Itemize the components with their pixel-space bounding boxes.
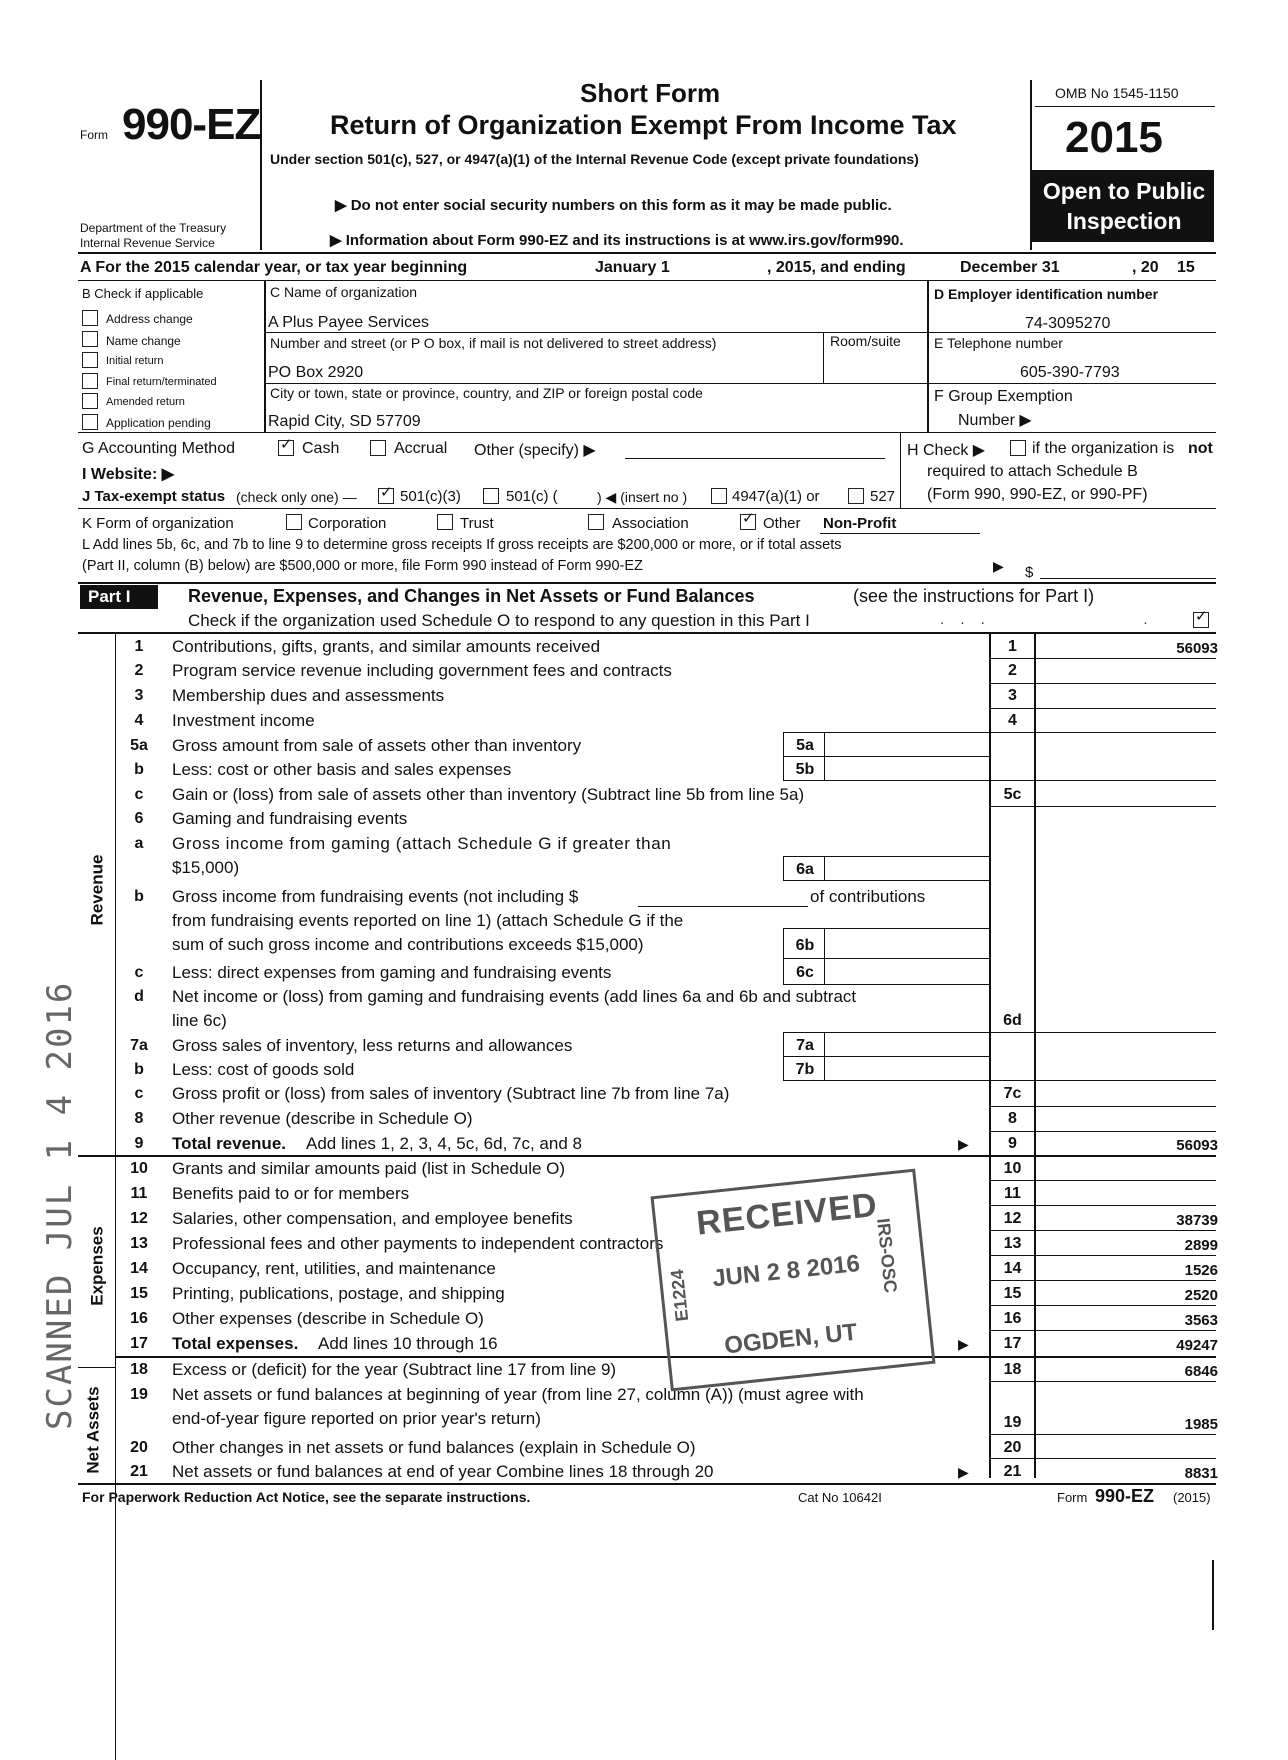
line-9-desc-rest: Add lines 1, 2, 3, 4, 5c, 6d, 7c, and 8: [306, 1134, 582, 1153]
accrual-checkbox[interactable]: [370, 440, 386, 456]
line-19-desc2: end-of-year figure reported on prior year's return): [172, 1409, 541, 1428]
corporation-checkbox[interactable]: [286, 514, 302, 530]
expenses-side-label: Expenses: [87, 1226, 107, 1306]
line-14-no: 14: [130, 1260, 148, 1277]
line-19-amount[interactable]: 1985: [1184, 1416, 1218, 1433]
line-15-amount[interactable]: 2520: [1184, 1287, 1218, 1304]
line-18-desc: Excess or (deficit) for the year (Subtract line 17 from line 9): [172, 1360, 617, 1379]
status-501c3-label: 501(c)(3): [400, 488, 461, 505]
line-8-no: 8: [134, 1110, 144, 1127]
line-4-box: 4: [1008, 712, 1017, 729]
city-label: City or town, state or province, country, and ZIP or foreign postal code: [270, 385, 703, 401]
check-line-dots: . . . .: [940, 611, 1154, 628]
line-17-desc: Total expenses.: [172, 1334, 299, 1353]
received-stamp: [650, 1169, 935, 1392]
line-6b-desc: Gross income from fundraising events (not including $: [172, 887, 579, 906]
accrual-label: Accrual: [394, 440, 448, 457]
tax-exempt-label: J Tax-exempt status: [82, 488, 226, 505]
footer-form-word: Form: [1057, 1490, 1088, 1505]
line-6a-desc2: $15,000): [172, 858, 240, 877]
cash-label: Cash: [302, 440, 340, 457]
received-code: E1224: [666, 1268, 693, 1323]
org-name: A Plus Payee Services: [268, 314, 429, 331]
line-6b-of-contrib: of contributions: [810, 887, 926, 906]
line-14-box: 14: [1003, 1260, 1022, 1277]
revenue-side-label: Revenue: [87, 854, 107, 926]
line-14-amount[interactable]: 1526: [1184, 1262, 1218, 1279]
amended-return-checkbox[interactable]: [82, 393, 98, 409]
cat-number: Cat No 10642I: [798, 1490, 882, 1505]
line-10-desc: Grants and similar amounts paid (list in Schedule O): [172, 1159, 566, 1178]
line-21-amount[interactable]: 8831: [1184, 1465, 1218, 1482]
line-5c-no: c: [134, 786, 144, 803]
section-b-label: B Check if applicable: [82, 286, 204, 301]
line-5b-no: b: [134, 761, 144, 778]
status-4947-checkbox[interactable]: [711, 488, 727, 504]
trust-label: Trust: [460, 515, 494, 532]
line-6-no: 6: [134, 810, 144, 827]
schedule-b-text: if the organization is: [1032, 440, 1175, 457]
line-3-no: 3: [134, 687, 144, 704]
inspection-text: Inspection: [1066, 208, 1182, 234]
tax-exempt-sub: (check only one) —: [236, 489, 357, 505]
paperwork-notice: For Paperwork Reduction Act Notice, see the separate instructions.: [82, 1489, 531, 1505]
line-11-no: 11: [130, 1185, 148, 1202]
line-17-amount[interactable]: 49247: [1176, 1337, 1218, 1354]
other-method-field[interactable]: [625, 458, 885, 459]
line-12-desc: Salaries, other compensation, and employee benefits: [172, 1209, 573, 1228]
schedule-b-text3: (Form 990, 990-EZ, or 990-PF): [927, 486, 1148, 503]
line-6c-sub: 6c: [796, 964, 814, 981]
line-4-desc: Investment income: [172, 711, 315, 730]
line-12-no: 12: [130, 1210, 148, 1227]
line-15-desc: Printing, publications, postage, and shipping: [172, 1284, 505, 1303]
line-13-box: 13: [1003, 1235, 1022, 1252]
line-6d-desc2: line 6c): [172, 1011, 227, 1030]
association-label: Association: [612, 515, 689, 532]
schedule-b-check-label: H Check ▶: [907, 442, 986, 459]
department: Department of the Treasury: [80, 221, 227, 235]
line-19-box: 19: [1003, 1414, 1022, 1431]
line-7c-no: c: [134, 1085, 144, 1102]
line-6b-desc3: sum of such gross income and contributions exceeds $15,000): [172, 935, 644, 954]
tax-year-begin: January 1: [595, 259, 670, 276]
line-5b-desc: Less: cost or other basis and sales expenses: [172, 760, 512, 779]
name-change-label: Name change: [106, 334, 181, 348]
under-section: Under section 501(c), 527, or 4947(a)(1) of the Internal Revenue Code (except private foundations): [270, 151, 919, 167]
line-20-desc: Other changes in net assets or fund balances (explain in Schedule O): [172, 1438, 696, 1457]
line-7c-desc: Gross profit or (loss) from sales of inventory (Subtract line 7b from line 7a): [172, 1084, 730, 1103]
line-a-20: , 20: [1132, 259, 1159, 276]
room-suite-label: Room/suite: [830, 333, 901, 349]
line-6a-desc: Gross income from gaming (attach Schedule G if greater than: [172, 834, 672, 853]
street-label: Number and street (or P O box, if mail is not delivered to street address): [270, 335, 717, 351]
insert-no-label: ) ◀ (insert no ): [597, 489, 688, 505]
line-6d-box: 6d: [1003, 1012, 1022, 1029]
part1-title-note: (see the instructions for Part I): [853, 586, 1095, 606]
line-9-box: 9: [1008, 1135, 1017, 1152]
status-527-label: 527: [870, 488, 896, 505]
city-state-zip: Rapid City, SD 57709: [268, 413, 421, 430]
line-6a-no: a: [134, 835, 144, 852]
line-17-desc-rest: Add lines 10 through 16: [318, 1334, 498, 1353]
irs-service: Internal Revenue Service: [80, 236, 215, 250]
address-change-checkbox[interactable]: [82, 310, 98, 326]
line-19-desc: Net assets or fund balances at beginning of year (from line 27, column (A)) (must agree with: [172, 1385, 864, 1404]
line-13-no: 13: [130, 1235, 148, 1252]
other-method-label: Other (specify) ▶: [474, 442, 596, 459]
name-change-checkbox[interactable]: [82, 331, 98, 347]
line-2-box: 2: [1008, 662, 1017, 679]
status-527-checkbox[interactable]: [848, 488, 864, 504]
line-10-box: 10: [1003, 1160, 1022, 1177]
final-return-checkbox[interactable]: [82, 373, 98, 389]
line-14-desc: Occupancy, rent, utilities, and maintenance: [172, 1259, 496, 1278]
tax-year-end: December 31: [960, 259, 1060, 276]
line-13-desc: Professional fees and other payments to independent contractors: [172, 1234, 664, 1253]
group-exemption-label: F Group Exemption: [934, 388, 1073, 405]
line-5a-no: 5a: [130, 737, 148, 754]
line-6b-no: b: [134, 888, 144, 905]
line-5a-desc: Gross amount from sale of assets other than inventory: [172, 736, 582, 755]
line-12-amount[interactable]: 38739: [1176, 1212, 1218, 1229]
line-13-amount[interactable]: 2899: [1184, 1237, 1218, 1254]
line-21-box: 21: [1003, 1463, 1022, 1480]
association-checkbox[interactable]: [588, 514, 604, 530]
received-date: JUN 2 8 2016: [711, 1250, 862, 1293]
line-16-box: 16: [1003, 1310, 1022, 1327]
line-5a-sub: 5a: [796, 737, 814, 754]
line-8-box: 8: [1008, 1110, 1017, 1127]
line-5c-desc: Gain or (loss) from sale of assets other than inventory (Subtract line 5b from line 5a): [172, 785, 805, 804]
line-6c-desc: Less: direct expenses from gaming and fundraising events: [172, 963, 612, 982]
line-12-box: 12: [1003, 1210, 1022, 1227]
margin-mark: [1212, 1560, 1214, 1630]
line-17-box: 17: [1003, 1335, 1022, 1352]
main-title: Return of Organization Exempt From Income Tax: [330, 110, 957, 140]
line-6b-contrib-field[interactable]: [638, 906, 808, 907]
line-18-no: 18: [130, 1361, 148, 1378]
line-l-arrow: ▶: [993, 558, 1004, 574]
line-16-desc: Other expenses (describe in Schedule O): [172, 1309, 484, 1328]
line-7b-sub: 7b: [795, 1061, 815, 1078]
line-6a-sub: 6a: [796, 861, 814, 878]
phone-value: 605-390-7793: [1020, 364, 1120, 381]
line-3-box: 3: [1008, 687, 1017, 704]
application-pending-label: Application pending: [106, 416, 211, 430]
scanned-stamp: SCANNED JUL 1 4 2016: [40, 980, 80, 1430]
line-l-text2: (Part II, column (B) below) are $500,000 or more, file Form 990 instead of Form 990-EZ: [82, 558, 643, 574]
org-name-label: C Name of organization: [270, 284, 418, 300]
line-16-no: 16: [130, 1310, 148, 1327]
corporation-label: Corporation: [308, 515, 387, 532]
line-6b-desc2: from fundraising events reported on line 1) (attach Schedule G if the: [172, 911, 684, 930]
line-a-mid: , 2015, and ending: [767, 259, 906, 276]
schedule-o-checkbox[interactable]: ✓: [1193, 612, 1209, 628]
status-501c-checkbox[interactable]: [483, 488, 499, 504]
final-return-label: Final return/terminated: [106, 376, 217, 388]
line-18-amount[interactable]: 6846: [1184, 1363, 1218, 1380]
amended-return-label: Amended return: [106, 396, 185, 408]
other-org-value: Non-Profit: [823, 515, 897, 532]
org-form-label: K Form of organization: [82, 515, 234, 532]
line-20-no: 20: [130, 1439, 148, 1456]
cash-checkbox[interactable]: ✓: [278, 440, 294, 456]
line-20-box: 20: [1003, 1439, 1022, 1456]
line-a-label: A For the 2015 calendar year, or tax year beginning: [80, 259, 468, 276]
part1-title: Revenue, Expenses, and Changes in Net Assets or Fund Balances: [188, 586, 755, 606]
accounting-method-label: G Accounting Method: [82, 440, 235, 457]
phone-label: E Telephone number: [934, 335, 1063, 351]
line-7b-desc: Less: cost of goods sold: [172, 1060, 355, 1079]
other-org-label: Other: [763, 515, 801, 532]
line-7a-sub: 7a: [796, 1037, 814, 1054]
line-8-desc: Other revenue (describe in Schedule O): [172, 1109, 473, 1128]
schedule-b-checkbox[interactable]: [1010, 440, 1026, 456]
status-4947-label: 4947(a)(1) or: [732, 488, 820, 505]
footer-form-no: 990-EZ: [1095, 1486, 1155, 1506]
line-2-desc: Program service revenue including government fees and contracts: [172, 661, 672, 680]
line-9-desc: Total revenue.: [172, 1134, 286, 1153]
line-11-box: 11: [1004, 1185, 1021, 1202]
line-16-amount[interactable]: 3563: [1184, 1312, 1218, 1329]
short-form-title: Short Form: [580, 78, 721, 108]
initial-return-label: Initial return: [106, 355, 164, 367]
line-2-no: 2: [134, 662, 144, 679]
initial-return-checkbox[interactable]: [82, 352, 98, 368]
line-9-amount[interactable]: 56093: [1176, 1137, 1218, 1154]
line-17-no: 17: [130, 1335, 148, 1352]
received-irs: IRS-OSC: [873, 1217, 901, 1294]
line-5c-box: 5c: [1003, 786, 1022, 803]
line-15-no: 15: [130, 1285, 148, 1302]
street-address: PO Box 2920: [268, 364, 364, 381]
line-6c-no: c: [134, 964, 144, 981]
line-15-box: 15: [1003, 1285, 1022, 1302]
line-1-box: 1: [1008, 638, 1017, 655]
form-number: 990-EZ: [122, 100, 261, 149]
form-label: Form: [80, 128, 108, 142]
trust-checkbox[interactable]: [437, 514, 453, 530]
open-public-text: Open to Public: [1042, 178, 1206, 204]
group-number-label: Number ▶: [958, 412, 1032, 429]
line-7b-no: b: [134, 1061, 144, 1078]
line-10-no: 10: [130, 1160, 148, 1177]
line-21-arrow: ▶: [958, 1464, 969, 1480]
part1-tag: Part I: [88, 587, 131, 606]
line-6b-sub: 6b: [795, 937, 815, 954]
line-21-no: 21: [130, 1463, 148, 1480]
line-6d-no: d: [134, 988, 144, 1005]
line-1-desc: Contributions, gifts, grants, and similar amounts received: [172, 637, 601, 656]
schedule-b-not: not: [1188, 440, 1213, 457]
line-5b-sub: 5b: [795, 761, 815, 778]
line-7a-desc: Gross sales of inventory, less returns and allowances: [172, 1036, 573, 1055]
received-ogden: OGDEN, UT: [723, 1318, 859, 1360]
ssn-note: ▶ Do not enter social security numbers on this form as it may be made public.: [335, 197, 892, 214]
line-l-dollar: $: [1025, 564, 1034, 581]
tax-year: 2015: [1065, 113, 1163, 162]
line-17-arrow: ▶: [958, 1336, 969, 1352]
ein-label: D Employer identification number: [934, 286, 1159, 302]
line-21-desc: Net assets or fund balances at end of year Combine lines 18 through 20: [172, 1462, 714, 1481]
line-l-text1: L Add lines 5b, 6c, and 7b to line 9 to determine gross receipts If gross receipts are $200,000 or more, or if total assets: [82, 537, 842, 553]
line-3-desc: Membership dues and assessments: [172, 686, 445, 705]
line-1-amount[interactable]: 56093: [1176, 640, 1218, 657]
line-11-desc: Benefits paid to or for members: [172, 1184, 410, 1203]
line-9-no: 9: [134, 1135, 144, 1152]
ein-value: 74-3095270: [1025, 315, 1111, 332]
line-1-no: 1: [134, 638, 144, 655]
line-6-desc: Gaming and fundraising events: [172, 809, 408, 828]
schedule-b-text2: required to attach Schedule B: [927, 463, 1138, 480]
line-a-yr: 15: [1177, 259, 1195, 276]
website-label: I Website: ▶: [82, 466, 175, 483]
status-501c3-checkbox[interactable]: ✓: [378, 488, 394, 504]
line-7a-no: 7a: [130, 1037, 148, 1054]
application-pending-checkbox[interactable]: [82, 414, 98, 430]
footer-year: (2015): [1173, 1490, 1211, 1505]
line-19-no: 19: [130, 1386, 148, 1403]
info-note: ▶ Information about Form 990-EZ and its instructions is at www.irs.gov/form990.: [330, 232, 904, 249]
line-18-box: 18: [1003, 1361, 1022, 1378]
received-text: RECEIVED: [694, 1185, 880, 1243]
net-assets-side-label: Net Assets: [83, 1386, 103, 1474]
part1-check-line: Check if the organization used Schedule O to respond to any question in this Part I: [188, 611, 810, 630]
line-7c-box: 7c: [1003, 1085, 1022, 1102]
other-org-checkbox[interactable]: ✓: [740, 514, 756, 530]
status-501c-label: 501(c) (: [506, 488, 558, 505]
address-change-label: Address change: [106, 312, 193, 326]
line-4-no: 4: [134, 712, 144, 729]
omb-number: OMB No 1545-1150: [1055, 85, 1179, 101]
line-6d-desc: Net income or (loss) from gaming and fundraising events (add lines 6a and 6b and subtract: [172, 987, 857, 1006]
line-9-arrow: ▶: [958, 1136, 969, 1152]
